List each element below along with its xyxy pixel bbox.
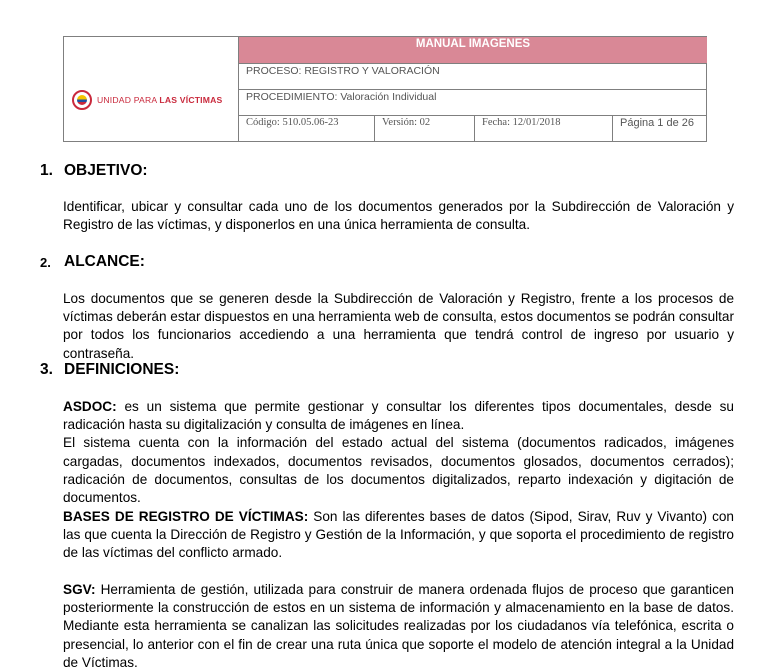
colombia-seal-icon xyxy=(72,90,92,110)
section-heading-objetivo: 1. OBJETIVO: xyxy=(40,162,148,179)
logo-cell xyxy=(64,37,239,141)
definition-term: ASDOC: xyxy=(63,399,117,414)
definition-sgv: SGV: Herramienta de gestión, utilizada para construir de manera ordenada flujos de proceso que garanticen posteriormente la construcción de estos en un sistema de información y almacenamiento en la base de datos. Mediante esta herramienta se canalizan las solicitudes realizadas por los ciudadanos vía telefónica, escrita o presencial, lo anterior con el fin de crear una ruta única que soporte el modelo de atención integral a la Unidad de Víctimas. xyxy=(63,582,734,670)
section-heading-alcance: 2. ALCANCE: xyxy=(40,253,145,270)
procedimiento-field: PROCEDIMIENTO: Valoración Individual xyxy=(239,90,707,116)
fecha-field: Fecha: 12/01/2018 xyxy=(475,116,613,141)
version-field: Versión: 02 xyxy=(375,116,475,141)
unidad-victimas-logo xyxy=(72,90,222,110)
logo-text: UNIDAD PARA LAS VÍCTIMAS xyxy=(97,95,223,105)
definition-term: BASES DE REGISTRO DE VÍCTIMAS: xyxy=(63,509,309,524)
definition-bases-registro: BASES DE REGISTRO DE VÍCTIMAS: Son las diferentes bases de datos (Sipod, Sirav, Ruv y Vivanto) con las que cuenta la Dirección de Registro y Gestión de la Información, y que soporta el procedimiento de registro de las víctimas del conflicto armado. xyxy=(63,509,734,561)
definition-term: SGV: xyxy=(63,582,96,597)
document-meta-row xyxy=(239,116,707,141)
manual-title: MANUAL IMAGENES xyxy=(239,37,707,64)
alcance-paragraph: Los documentos que se generen desde la Subdirección de Valoración y Registro, frente a los procesos de víctimas deberán estar dispuestos en una herramienta web de consulta, estos documentos se podrán consultar por todos los funcionarios accediendo a una herramienta que tendrá control de ingreso por usuario y contraseña. xyxy=(63,291,735,361)
document-header-table xyxy=(63,36,707,142)
proceso-field: PROCESO: REGISTRO Y VALORACIÓN xyxy=(239,64,707,90)
definition-asdoc: ASDOC: es un sistema que permite gestionar y consultar los diferentes tipos documentales, desde su radicación hasta su digitalización y consulta de imágenes en línea. El sistema cuenta con la información del estado actual del sistema (documentos radicados, imágenes cargadas, documentos indexados, documentos revisados, documentos glosados, documentos cerrados); radicación de documentos, consultas de los documentos digitalizados, reparto indexación y digitación de documentos. xyxy=(63,399,734,506)
objetivo-paragraph: Identificar, ubicar y consultar cada uno de los documentos generados por la Subdirección de Valoración y Registro de las víctimas, y disponerlos en una única herramienta de consulta. xyxy=(63,199,734,233)
section-heading-definiciones: 3. DEFINICIONES: xyxy=(40,361,180,378)
page-number: Página 1 de 26 xyxy=(620,117,695,129)
codigo-field: Código: 510.05.06-23 xyxy=(239,116,375,141)
